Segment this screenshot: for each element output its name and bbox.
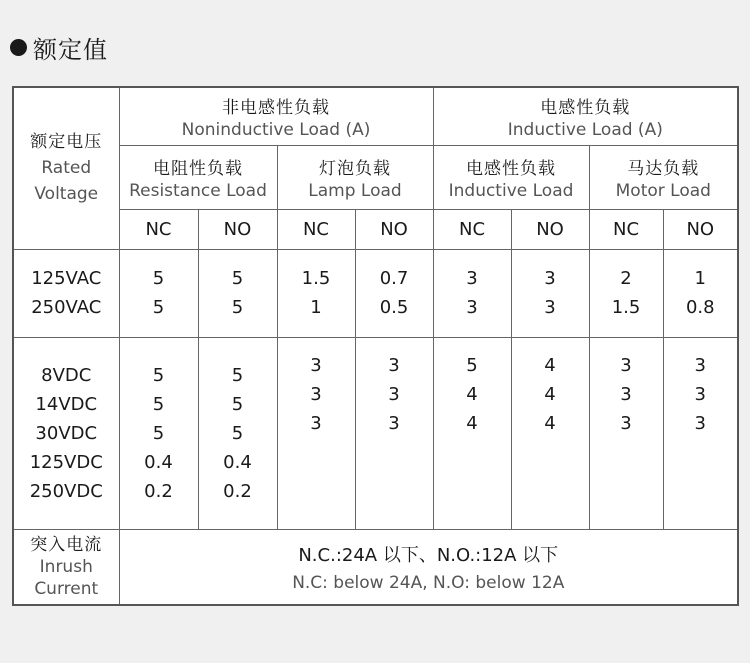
- bullet-dot: [10, 39, 27, 56]
- value-cell: 3: [310, 383, 322, 405]
- value-cell: 1: [310, 297, 322, 318]
- value-cell: 3: [310, 412, 322, 434]
- value-cell: 3: [694, 354, 706, 376]
- voltage-label: 250VDC: [29, 480, 103, 502]
- dc-inductive-nc: [433, 337, 511, 529]
- ratings-table: [12, 86, 739, 606]
- value-cell: 5: [152, 268, 165, 289]
- resistance-load-header: [119, 145, 277, 209]
- resistance-cn: 电阻性负载: [153, 158, 243, 179]
- voltage-label: 125VDC: [29, 451, 103, 473]
- rated-voltage-en1: Rated: [41, 158, 92, 179]
- value-cell: 3: [466, 297, 478, 318]
- ac-inductive-no: [511, 249, 589, 337]
- motor-en: Motor Load: [615, 180, 711, 201]
- value-cell: 2: [620, 268, 632, 289]
- ac-lamp-nc: [277, 249, 355, 337]
- noninductive-en: Noninductive Load (A): [181, 119, 371, 140]
- value-cell: 5: [231, 422, 244, 444]
- voltage-label: 125VAC: [31, 268, 102, 289]
- value-cell: 3: [388, 383, 400, 405]
- value-cell: 3: [694, 412, 706, 434]
- contact-nc: NC: [433, 209, 511, 249]
- dc-lamp-nc: [277, 337, 355, 529]
- value-cell: 3: [694, 383, 706, 405]
- dc-motor-no: [663, 337, 738, 529]
- value-cell: 4: [466, 383, 478, 405]
- ac-motor-nc: [589, 249, 663, 337]
- lamp-en: Lamp Load: [308, 180, 402, 201]
- dc-resistance-no: [198, 337, 277, 529]
- value-cell: 5: [231, 364, 244, 386]
- section-heading: [10, 30, 108, 65]
- lamp-cn: 灯泡负载: [319, 158, 391, 179]
- value-cell: 0.2: [223, 480, 252, 502]
- value-cell: 3: [544, 268, 556, 289]
- heading-text: 额定值: [33, 36, 108, 64]
- value-cell: 0.4: [144, 451, 173, 473]
- ac-lamp-no: [355, 249, 433, 337]
- resistance-en: Resistance Load: [129, 180, 267, 201]
- inductive-sub-en: Inductive Load: [448, 180, 574, 201]
- noninductive-header: [119, 87, 433, 145]
- dc-row: [13, 337, 738, 529]
- value-cell: 0.7: [379, 268, 409, 289]
- contact-no: NO: [198, 209, 277, 249]
- ac-motor-no: [663, 249, 738, 337]
- voltage-label: 14VDC: [35, 393, 98, 415]
- lamp-load-header: [277, 145, 433, 209]
- value-cell: 3: [388, 412, 400, 434]
- value-cell: 5: [152, 422, 165, 444]
- inductive-cn: 电感性负载: [540, 97, 631, 118]
- motor-cn: 马达负载: [627, 158, 700, 179]
- value-cell: 5: [152, 364, 165, 386]
- rated-voltage-cn: 额定电压: [30, 132, 103, 153]
- inrush-value-cn: N.C.:24A 以下、N.O.:12A 以下: [298, 544, 559, 566]
- noninductive-cn: 非电感性负载: [222, 97, 330, 118]
- inductive-header: [433, 87, 738, 145]
- value-cell: 3: [466, 268, 478, 289]
- value-cell: 4: [544, 412, 556, 434]
- value-cell: 0.8: [685, 297, 715, 318]
- ac-voltages: [13, 249, 119, 337]
- voltage-label: 30VDC: [35, 422, 98, 444]
- contact-nc: NC: [277, 209, 355, 249]
- value-cell: 3: [620, 412, 632, 434]
- value-cell: 3: [388, 354, 400, 376]
- inrush-header: [13, 529, 119, 605]
- voltage-label: 8VDC: [41, 364, 92, 386]
- value-cell: 5: [231, 393, 244, 415]
- inductive-load-header: [433, 145, 589, 209]
- value-cell: 5: [231, 268, 244, 289]
- value-cell: 1: [694, 268, 706, 289]
- dc-resistance-nc: [119, 337, 198, 529]
- dc-motor-nc: [589, 337, 663, 529]
- value-cell: 5: [152, 297, 165, 318]
- motor-load-header: [589, 145, 738, 209]
- inductive-sub-cn: 电感性负载: [466, 158, 557, 179]
- inductive-en: Inductive Load (A): [507, 119, 663, 140]
- value-cell: 3: [620, 354, 632, 376]
- value-cell: 4: [544, 383, 556, 405]
- dc-voltages: [13, 337, 119, 529]
- inrush-en2: Current: [34, 578, 99, 599]
- inrush-value-en: N.C: below 24A, N.O: below 12A: [292, 572, 565, 593]
- value-cell: 1.5: [611, 297, 641, 318]
- contact-nc: NC: [119, 209, 198, 249]
- inrush-value: [119, 529, 738, 605]
- value-cell: 5: [152, 393, 165, 415]
- value-cell: 3: [310, 354, 322, 376]
- inrush-row: [13, 529, 738, 605]
- value-cell: 5: [466, 354, 478, 376]
- inrush-cn: 突入电流: [30, 534, 103, 555]
- value-cell: 4: [544, 354, 556, 376]
- value-cell: 5: [231, 297, 244, 318]
- ac-inductive-nc: [433, 249, 511, 337]
- value-cell: 0.4: [223, 451, 252, 473]
- dc-lamp-no: [355, 337, 433, 529]
- voltage-label: 250VAC: [31, 297, 102, 318]
- inrush-en1: Inrush: [39, 556, 93, 577]
- ac-resistance-no: [198, 249, 277, 337]
- contact-no: NO: [663, 209, 738, 249]
- dc-inductive-no: [511, 337, 589, 529]
- value-cell: 0.5: [379, 297, 409, 318]
- contact-nc: NC: [589, 209, 663, 249]
- rated-voltage-header: [13, 87, 119, 249]
- value-cell: 3: [544, 297, 556, 318]
- value-cell: 3: [620, 383, 632, 405]
- value-cell: 0.2: [144, 480, 173, 502]
- value-cell: 4: [466, 412, 478, 434]
- ac-row: [13, 249, 738, 337]
- contact-no: NO: [355, 209, 433, 249]
- rated-voltage-en2: Voltage: [34, 184, 99, 205]
- contact-no: NO: [511, 209, 589, 249]
- ac-resistance-nc: [119, 249, 198, 337]
- value-cell: 1.5: [301, 268, 331, 289]
